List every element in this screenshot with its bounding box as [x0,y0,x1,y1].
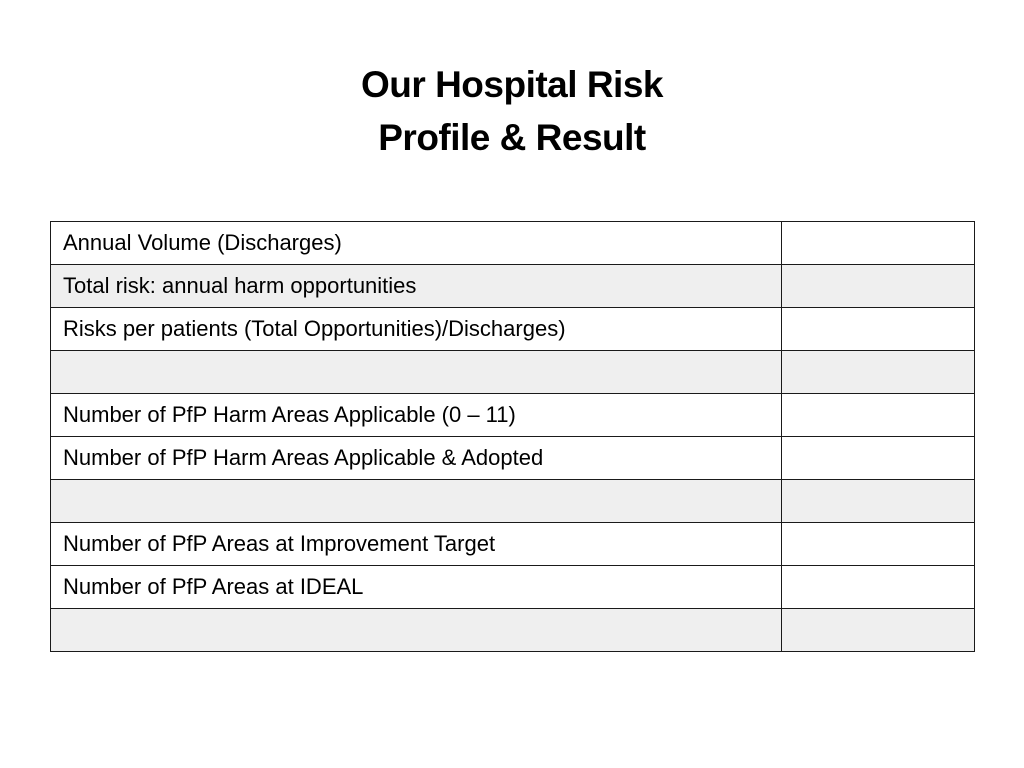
table-row [51,437,975,480]
row-label [51,351,782,394]
row-value [782,222,975,265]
row-label: Number of PfP Areas at Improvement Target [51,523,782,566]
slide-title-line-2: Profile & Result [378,117,646,158]
table-row [51,394,975,437]
row-value [782,394,975,437]
row-value [782,523,975,566]
table-row [51,480,975,523]
row-value [782,265,975,308]
row-value [782,351,975,394]
row-label [51,480,782,523]
table-row [51,523,975,566]
row-value [782,308,975,351]
risk-profile-table [50,221,975,652]
row-value [782,566,975,609]
table-row [51,222,975,265]
table-row [51,566,975,609]
row-value [782,609,975,652]
row-label [51,609,782,652]
table-row [51,308,975,351]
table-row [51,265,975,308]
table-row [51,351,975,394]
row-label: Number of PfP Areas at IDEAL [51,566,782,609]
row-label: Number of PfP Harm Areas Applicable (0 – 11) [51,394,782,437]
row-value [782,437,975,480]
slide-title-line-1: Our Hospital Risk [361,64,663,105]
table-row [51,609,975,652]
row-label: Total risk: annual harm opportunities [51,265,782,308]
row-label: Number of PfP Harm Areas Applicable & Adopted [51,437,782,480]
row-label: Annual Volume (Discharges) [51,222,782,265]
row-label: Risks per patients (Total Opportunities)/Discharges) [51,308,782,351]
slide-title [0,58,1024,164]
row-value [782,480,975,523]
